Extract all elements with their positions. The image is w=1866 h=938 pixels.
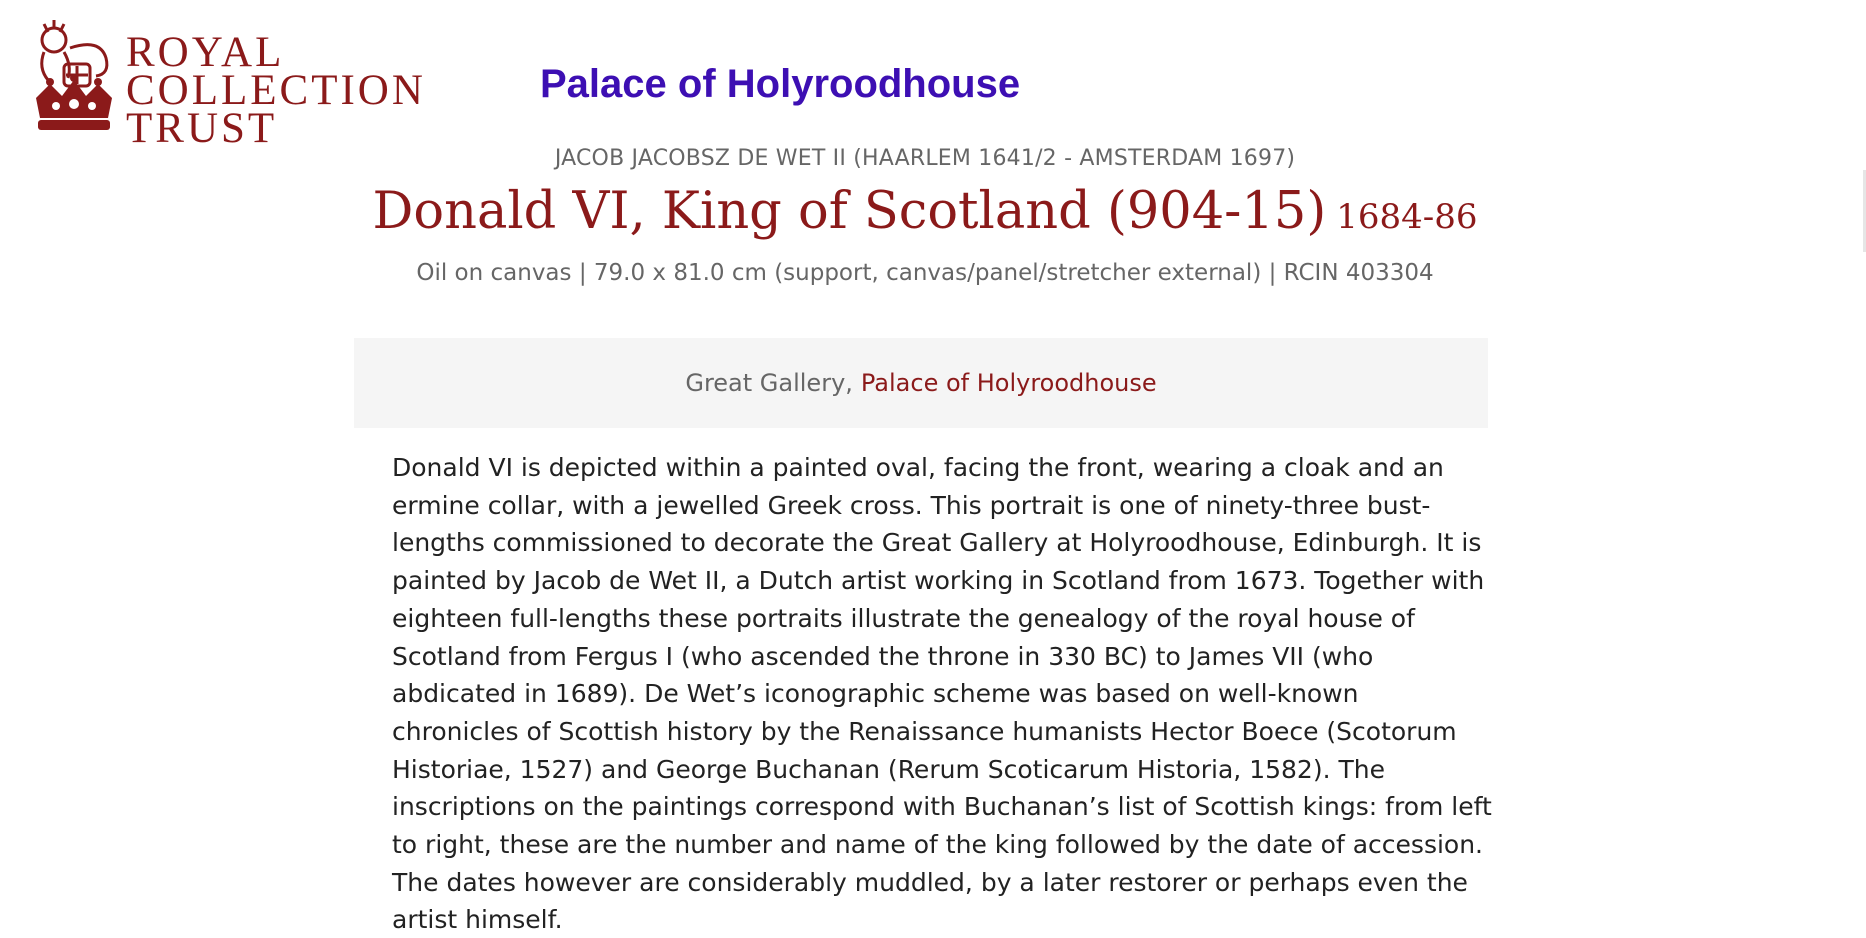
logo-wordmark: [126, 29, 426, 152]
artwork-title: Donald VI, King of Scotland (904-15): [372, 182, 1327, 241]
artwork-title-line: [360, 182, 1490, 241]
artwork-date: 1684-86: [1336, 197, 1478, 237]
artist-name: JACOB JACOBSZ DE WET II (HAARLEM 1641/2 - AMSTERDAM 1697): [554, 146, 1296, 171]
artwork-description: Donald VI is depicted within a painted oval, facing the front, wearing a cloak and an ermine collar, with a jewelled Greek cross. This portrait is one of ninety-three bust-lengths commissioned to decorate the Great Gallery at Holyroodhouse, Edinburgh. It is painted by Jacob de Wet II, a Dutch artist working in Scotland from 1673. Together with eighteen full-lengths these portraits illustrate the genealogy of the royal house of Scotland from Fergus I (who ascended the throne in 330 BC) to James VII (who abdicated in 1689). De Wet’s iconographic scheme was based on well-known chronicles of Scottish history by the Renaissance humanists Hector Boece (Scotorum Historiae, 1527) and George Buchanan (Rerum Scoticarum Historia, 1582). The inscriptions on the paintings correspond with Buchanan’s list of Scottish kings: from left to right, these are the number and name of the king followed by the date of accession. The dates however are considerably muddled, by a later restorer or perhaps even the artist himself.: [392, 453, 1492, 935]
logo-line-royal: ROYAL: [126, 29, 285, 76]
location-panel: [354, 338, 1488, 428]
royal-collection-logo[interactable]: [30, 18, 426, 152]
page-title: Palace of Holyroodhouse: [540, 62, 1021, 106]
logo-line-trust: TRUST: [126, 105, 278, 152]
location-gallery: Great Gallery,: [685, 369, 853, 397]
logo-line-collection: COLLECTION: [126, 67, 426, 114]
location-palace-link[interactable]: Palace of Holyroodhouse: [860, 369, 1157, 397]
artwork-meta: Oil on canvas | 79.0 x 81.0 cm (support, canvas/panel/stretcher external) | RCIN 403304: [416, 260, 1434, 286]
royal-crest-icon: [30, 18, 118, 142]
